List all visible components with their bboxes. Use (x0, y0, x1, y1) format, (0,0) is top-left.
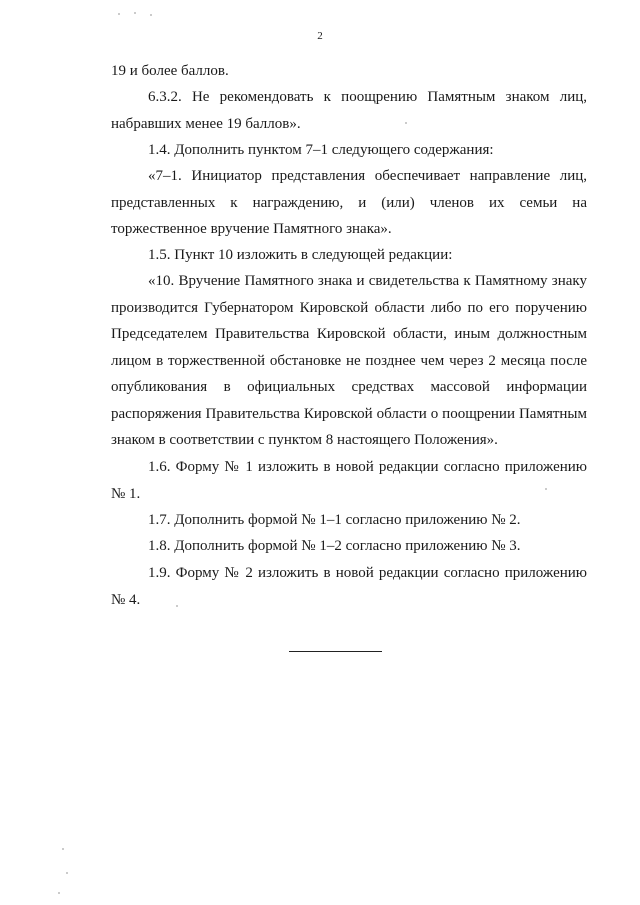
scan-speck (150, 14, 152, 16)
page-number: 2 (317, 30, 323, 42)
paragraph-1-7: 1.7. Дополнить формой № 1–1 согласно приложению № 2. (148, 512, 521, 528)
paragraph-1-8: 1.8. Дополнить формой № 1–2 согласно приложению № 3. (148, 538, 521, 554)
scan-speck (134, 12, 136, 14)
closing-rule (289, 651, 382, 652)
paragraph-1-9: 1.9. Форму № 2 изложить в новой редакции согласно приложению № 4. (111, 565, 587, 608)
scan-speck (176, 605, 178, 607)
scan-speck (545, 488, 547, 490)
paragraph-1-4: 1.4. Дополнить пунктом 7–1 следующего содержания: (148, 142, 494, 158)
paragraph-7-1-quote: «7–1. Инициатор представления обеспечивает направление лиц, представленных к награждению, и (или) членов их семьи на торжественное вручение Памятного знака». (111, 168, 587, 237)
scan-speck (118, 13, 120, 15)
scan-speck (405, 122, 407, 124)
paragraph-6-3-2: 6.3.2. Не рекомендовать к поощрению Памятным знаком лиц, набравших менее 19 баллов». (111, 89, 587, 132)
paragraph-1-6: 1.6. Форму № 1 изложить в новой редакции согласно приложению № 1. (111, 459, 587, 502)
paragraph-10-quote: «10. Вручение Памятного знака и свидетельства к Памятному знаку производится Губернатором Кировской области либо по его поручению Председателем Правительства Кировской области, иным должностным лицом в торжественной обстановке не позднее чем через 2 месяца после опубликования в официальных средствах массовой информации распоряжения Правительства Кировской области о поощрении Памятным знаком в соответствии с пунктом 8 настоящего Положения». (111, 273, 587, 448)
scan-speck (66, 872, 68, 874)
paragraph-1-5: 1.5. Пункт 10 изложить в следующей редакции: (148, 247, 453, 263)
paragraph-continuation: 19 и более баллов. (111, 63, 229, 79)
scan-speck (58, 892, 60, 894)
scan-speck (62, 848, 64, 850)
